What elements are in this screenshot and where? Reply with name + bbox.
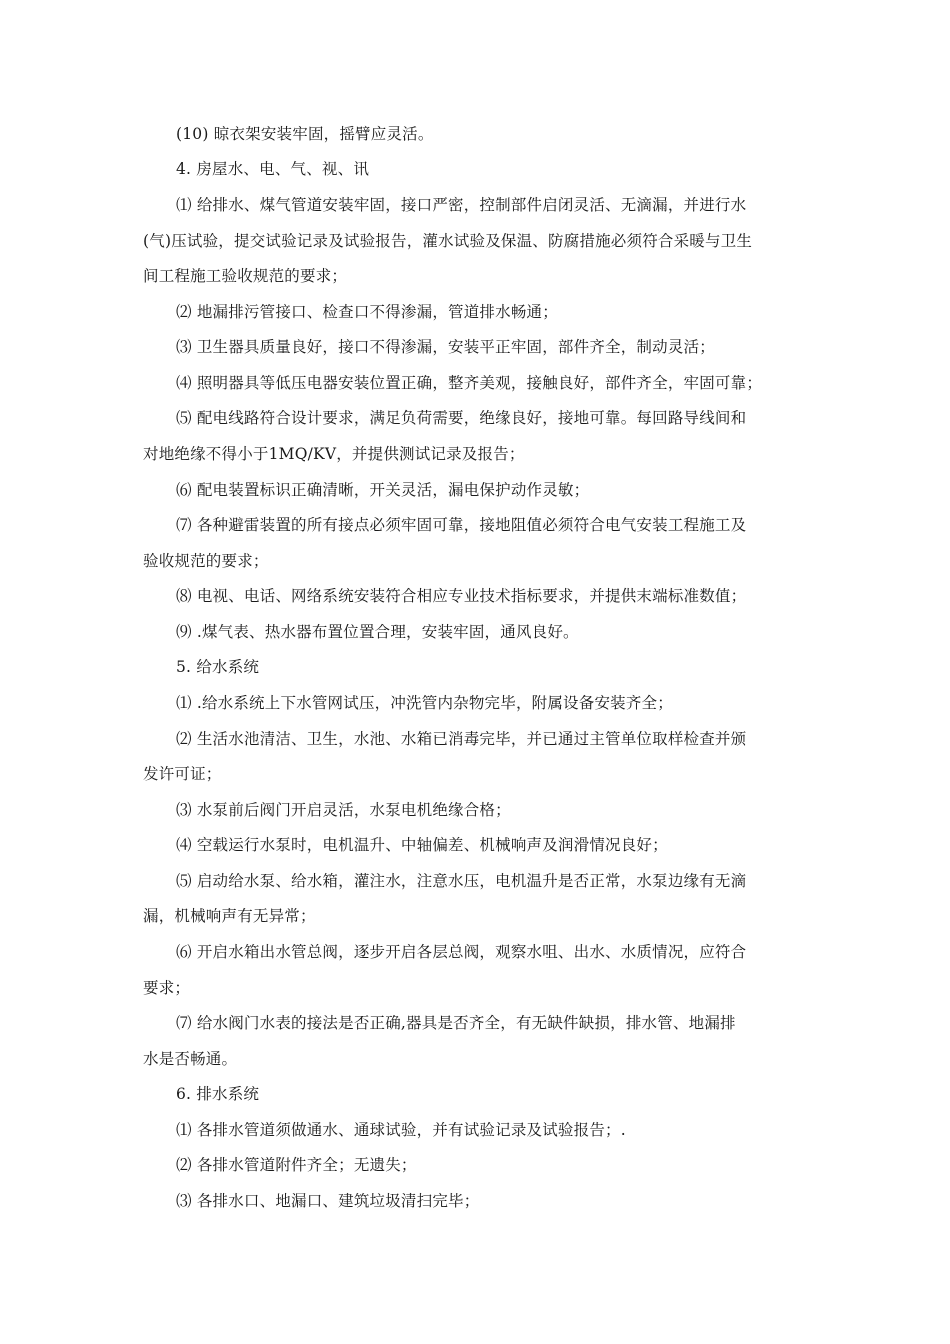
section-5-item-7-line-2: 水是否畅通。 — [143, 1050, 238, 1068]
section-6-item-1: ⑴ 各排水管道须做通水、通球试验，并有试验记录及试验报告；. — [176, 1121, 626, 1139]
item-10-drying-rack: (10) 晾衣架安装牢固，摇臂应灵活。 — [176, 125, 434, 143]
section-6-item-3: ⑶ 各排水口、地漏口、建筑垃圾清扫完毕； — [176, 1192, 480, 1210]
section-5-item-5-line-2: 漏，机械响声有无异常； — [143, 907, 316, 925]
section-5-item-4: ⑷ 空载运行水泵时，电机温升、中轴偏差、机械响声及润滑情况良好； — [176, 836, 668, 854]
section-5-item-2-line-2: 发许可证； — [143, 765, 222, 783]
section-4-item-9: ⑼ .煤气表、热水器布置位置合理，安装牢固，通风良好。 — [176, 623, 579, 641]
section-6-heading: 6. 排水系统 — [176, 1085, 260, 1103]
section-4-item-1-line-2: (气)压试验，提交试验记录及试验报告，灌水试验及保温、防腐措施必须符合采暖与卫生 — [143, 232, 753, 250]
section-5-item-5-line-1: ⑸ 启动给水泵、给水箱，灌注水，注意水压，电机温升是否正常，水泵边缘有无滴 — [176, 872, 747, 890]
section-4-item-5-line-2: 对地绝缘不得小于1MQ/KV，并提供测试记录及报告； — [143, 445, 525, 463]
section-5-item-6-line-2: 要求； — [143, 979, 191, 997]
section-5-item-3: ⑶ 水泵前后阀门开启灵活，水泵电机绝缘合格； — [176, 801, 511, 819]
section-4-item-1-line-1: ⑴ 给排水、煤气管道安装牢固，接口严密，控制部件启闭灵活、无滴漏，并进行水 — [176, 196, 747, 214]
section-4-item-6: ⑹ 配电装置标识正确清晰，开关灵活，漏电保护动作灵敏； — [176, 481, 590, 499]
section-4-item-5-line-1: ⑸ 配电线路符合设计要求，满足负荷需要，绝缘良好，接地可靠。每回路导线间和 — [176, 409, 747, 427]
section-6-item-2: ⑵ 各排水管道附件齐全；无遗失； — [176, 1156, 417, 1174]
section-4-item-4: ⑷ 照明器具等低压电器安装位置正确，整齐美观，接触良好，部件齐全，牢固可靠； — [176, 374, 763, 392]
section-4-item-2: ⑵ 地漏排污管接口、检查口不得渗漏，管道排水畅通； — [176, 303, 558, 321]
section-5-item-6-line-1: ⑹ 开启水箱出水管总阀，逐步开启各层总阀，观察水咀、出水、水质情况，应符合 — [176, 943, 747, 961]
section-5-item-1: ⑴ .给水系统上下水管网试压，冲洗管内杂物完毕，附属设备安装齐全； — [176, 694, 673, 712]
section-4-item-3: ⑶ 卫生器具质量良好，接口不得渗漏，安装平正牢固，部件齐全，制动灵活； — [176, 338, 715, 356]
section-4-heading: 4. 房屋水、电、气、视、讯 — [176, 160, 370, 178]
section-5-item-7-line-1: ⑺ 给水阀门水表的接法是否正确,器具是否齐全，有无缺件缺损，排水管、地漏排 — [176, 1014, 736, 1032]
section-5-item-2-line-1: ⑵ 生活水池清洁、卫生，水池、水箱已消毒完毕，并已通过主管单位取样检查并颁 — [176, 730, 747, 748]
section-4-item-8: ⑻ 电视、电话、网络系统安装符合相应专业技术指标要求，并提供末端标准数值； — [176, 587, 747, 605]
section-4-item-1-line-3: 间工程施工验收规范的要求； — [143, 267, 348, 285]
section-5-heading: 5. 给水系统 — [176, 658, 260, 676]
section-4-item-7-line-2: 验收规范的要求； — [143, 552, 269, 570]
section-4-item-7-line-1: ⑺ 各种避雷装置的所有接点必须牢固可靠，接地阻值必须符合电气安装工程施工及 — [176, 516, 747, 534]
